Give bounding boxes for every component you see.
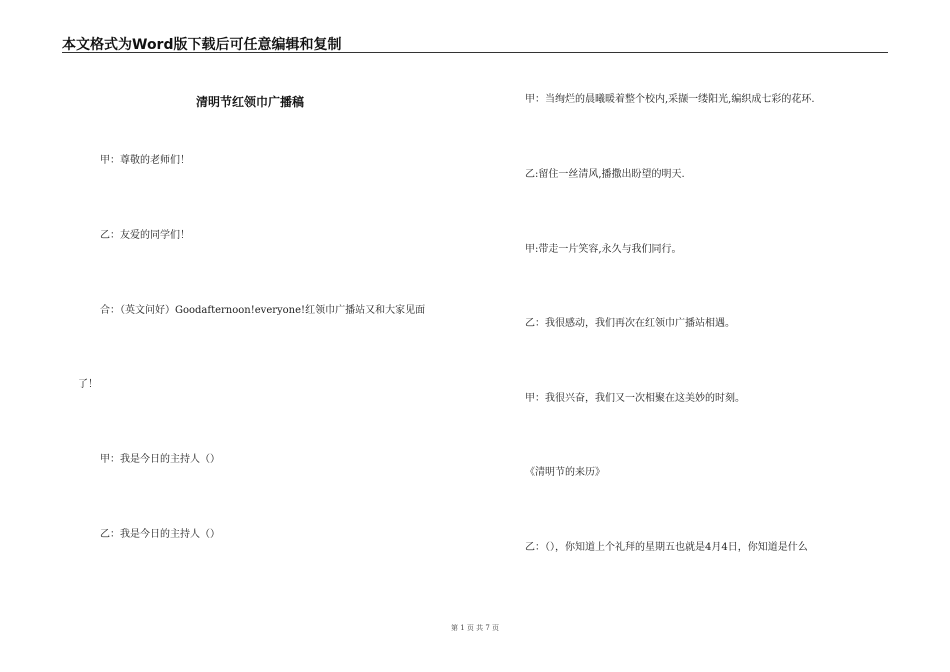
right-line-6: 《清明节的来历》 <box>525 467 605 478</box>
left-line-2: 乙：友爱的同学们！ <box>100 230 190 241</box>
right-line-1: 甲：当绚烂的晨曦暖着整个校内,采撷一缕阳光,编织成七彩的花环. <box>525 94 815 105</box>
header-divider <box>62 52 888 53</box>
page-number-footer: 第 1 页 共 7 页 <box>450 624 500 632</box>
left-line-6: 乙：我是今日的主持人（） <box>100 529 220 540</box>
header-title: 本文格式为Word版下载后可任意编辑和复制 <box>62 37 342 53</box>
left-line-4: 了！ <box>78 379 98 390</box>
right-line-5: 甲：我很兴奋，我们又一次相聚在这美妙的时刻。 <box>525 393 745 404</box>
right-line-3: 甲:带走一片笑容,永久与我们同行。 <box>525 244 682 255</box>
document-title: 清明节红领巾广播稿 <box>196 95 305 109</box>
left-line-1: 甲：尊敬的老师们！ <box>100 155 190 166</box>
left-line-5: 甲：我是今日的主持人（） <box>100 454 220 465</box>
left-line-3: 合：（英文问好）Goodafternoon!everyone!红领巾广播站又和大家见面 <box>100 305 426 316</box>
right-line-2: 乙:留住一丝清风,播撒出盼望的明天. <box>525 169 685 180</box>
right-line-4: 乙：我很感动，我们再次在红领巾广播站相遇。 <box>525 318 735 329</box>
right-line-7: 乙：（），你知道上个礼拜的星期五也就是4月4日，你知道是什么 <box>525 542 808 553</box>
